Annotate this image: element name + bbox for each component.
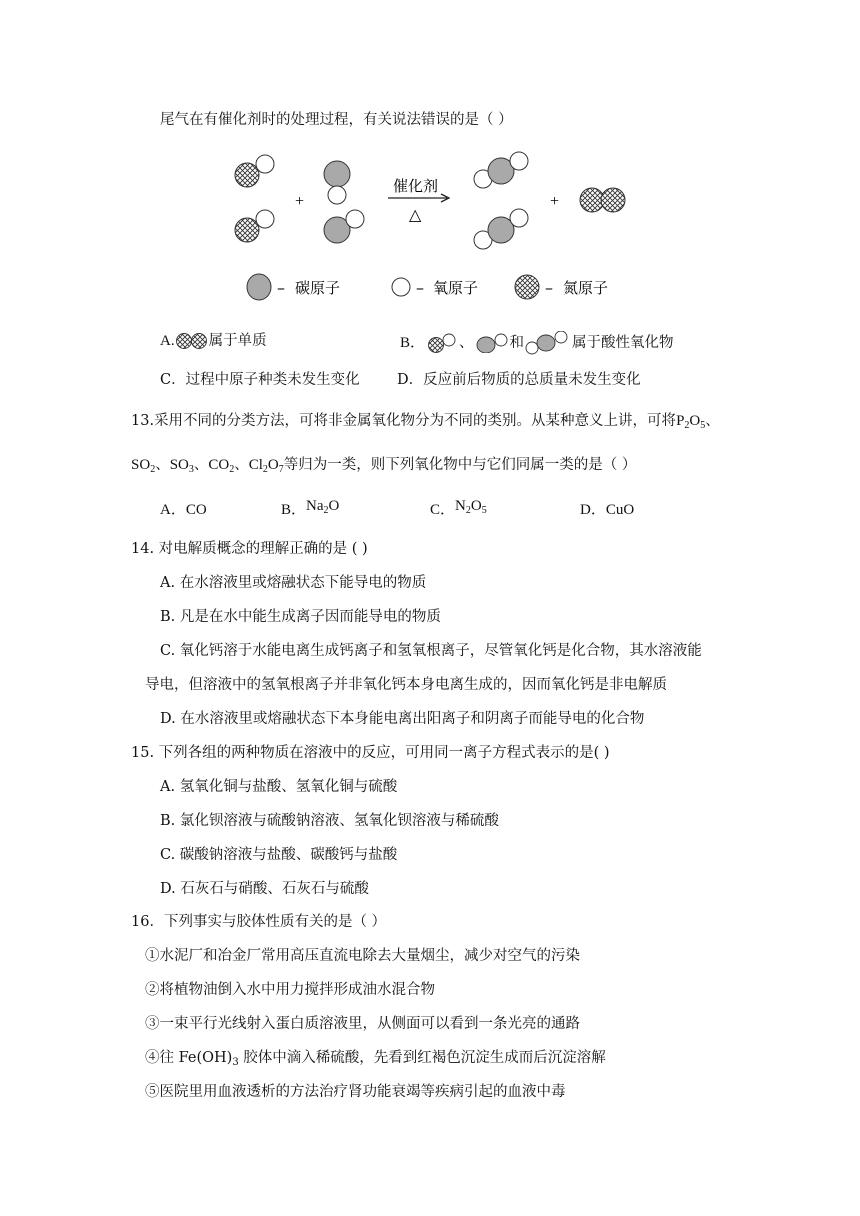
q15-option-d: D. 石灰石与硝酸、石灰石与硫酸 (160, 881, 369, 897)
co-molecule (324, 161, 350, 204)
co2-molecule (474, 152, 528, 188)
q16-item-3: ③一束平行光线射入蛋白质溶液里，从侧面可以看到一条光亮的通路 (145, 1016, 580, 1032)
co-molecule-icon (474, 333, 510, 353)
svg-text:氧原子: 氧原子 (433, 279, 479, 297)
q15-stem: 15. 下列各组的两种物质在溶液中的反应，可用同一离子方程式表示的是( ) (131, 745, 610, 761)
svg-text:氮原子: 氮原子 (563, 279, 609, 297)
q12-option-d: D．反应前后物质的总质量未发生变化 (397, 372, 641, 388)
no-molecule-icon (425, 333, 459, 353)
no-molecule (235, 155, 274, 187)
plus-sign: + (550, 193, 560, 210)
q13-option-a: A．CO (160, 502, 207, 518)
q14-option-c-line2: 导电，但溶液中的氢氧根离子并非氧化钙本身电离生成的，因而氧化钙是非电解质 (145, 677, 667, 693)
q15-option-a: A. 氢氧化铜与盐酸、氢氧化铜与硫酸 (160, 779, 398, 795)
co2-molecule-icon (524, 331, 572, 355)
q15-option-b: B. 氯化钡溶液与硫酸钠溶液、氢氧化钡溶液与稀硫酸 (160, 813, 499, 829)
catalyst-label: 催化剂 (393, 177, 439, 195)
q16-stem: 16．下列事实与胶体性质有关的是（ ） (131, 914, 387, 930)
q16-item-5: ⑤医院里用血液透析的方法治疗肾功能衰竭等疾病引起的血液中毒 (145, 1084, 566, 1100)
n2-molecule-icon (175, 332, 209, 350)
n2-molecule (580, 188, 625, 212)
plus-sign: + (295, 193, 305, 210)
svg-text:–: – (277, 278, 285, 297)
q13-stem-line2: $SO_2$、$SO_3$、$CO_2$、$Cl_2O_7$等归为一类，则下列氧化物中与它们同属一类的是（ ） (131, 457, 637, 475)
svg-text:–: – (416, 278, 424, 297)
q14-option-d: D. 在水溶液里或熔融状态下本身能电离出阳离子和阴离子而能导电的化合物 (160, 711, 645, 727)
q14-option-a: A. 在水溶液里或熔融状态下能导电的物质 (160, 575, 427, 591)
q12-intro: 尾气在有催化剂时的处理过程，有关说法错误的是（ ） (160, 112, 513, 128)
q13-option-c: C．$N_2O_5$ (430, 498, 487, 518)
co2-molecule (474, 209, 528, 249)
no-molecule (235, 210, 274, 242)
q16-item-2: ②将植物油倒入水中用力搅拌形成油水混合物 (145, 982, 435, 998)
q14-stem: 14. 对电解质概念的理解正确的是 ( ) (131, 541, 368, 557)
q14-option-c-line1: C. 氧化钙溶于水能电离生成钙离子和氢氧根离子，尽管氧化钙是化合物，其水溶液能 (160, 643, 702, 659)
co-molecule (324, 210, 364, 243)
q12-option-c: C．过程中原子种类未发生变化 (160, 372, 360, 388)
heat-symbol: △ (409, 205, 422, 224)
q16-item-1: ①水泥厂和冶金厂常用高压直流电除去大量烟尘，减少对空气的污染 (145, 948, 580, 964)
legend-carbon (247, 274, 340, 300)
reaction-arrow (388, 194, 449, 202)
q12-option-b: B． 、 和 属于酸性氧化物 (400, 331, 674, 355)
svg-text:–: – (545, 278, 553, 297)
q13-option-d: D．CuO (580, 502, 635, 518)
legend-nitrogen (515, 275, 608, 299)
q15-option-c: C. 碳酸钠溶液与盐酸、碳酸钙与盐酸 (160, 847, 398, 863)
reaction-diagram (225, 148, 635, 313)
q13-option-b: B．$Na_2O$ (281, 498, 340, 518)
q16-item-4: ④往 $Fe(OH)_3$ 胶体中滴入稀硫酸，先看到红褐色沉淀生成而后沉淀溶解 (145, 1050, 606, 1068)
q12-option-a: A. 属于单质 (160, 333, 267, 349)
q14-option-b: B. 凡是在水中能生成离子因而能导电的物质 (160, 609, 441, 625)
legend-oxygen (392, 278, 478, 297)
svg-text:碳原子: 碳原子 (295, 279, 341, 297)
q13-stem-line1: 13.采用不同的分类方法，可将非金属氧化物分为不同的类别。从某种意义上讲，可将$P_2O_5$、 (131, 413, 720, 431)
